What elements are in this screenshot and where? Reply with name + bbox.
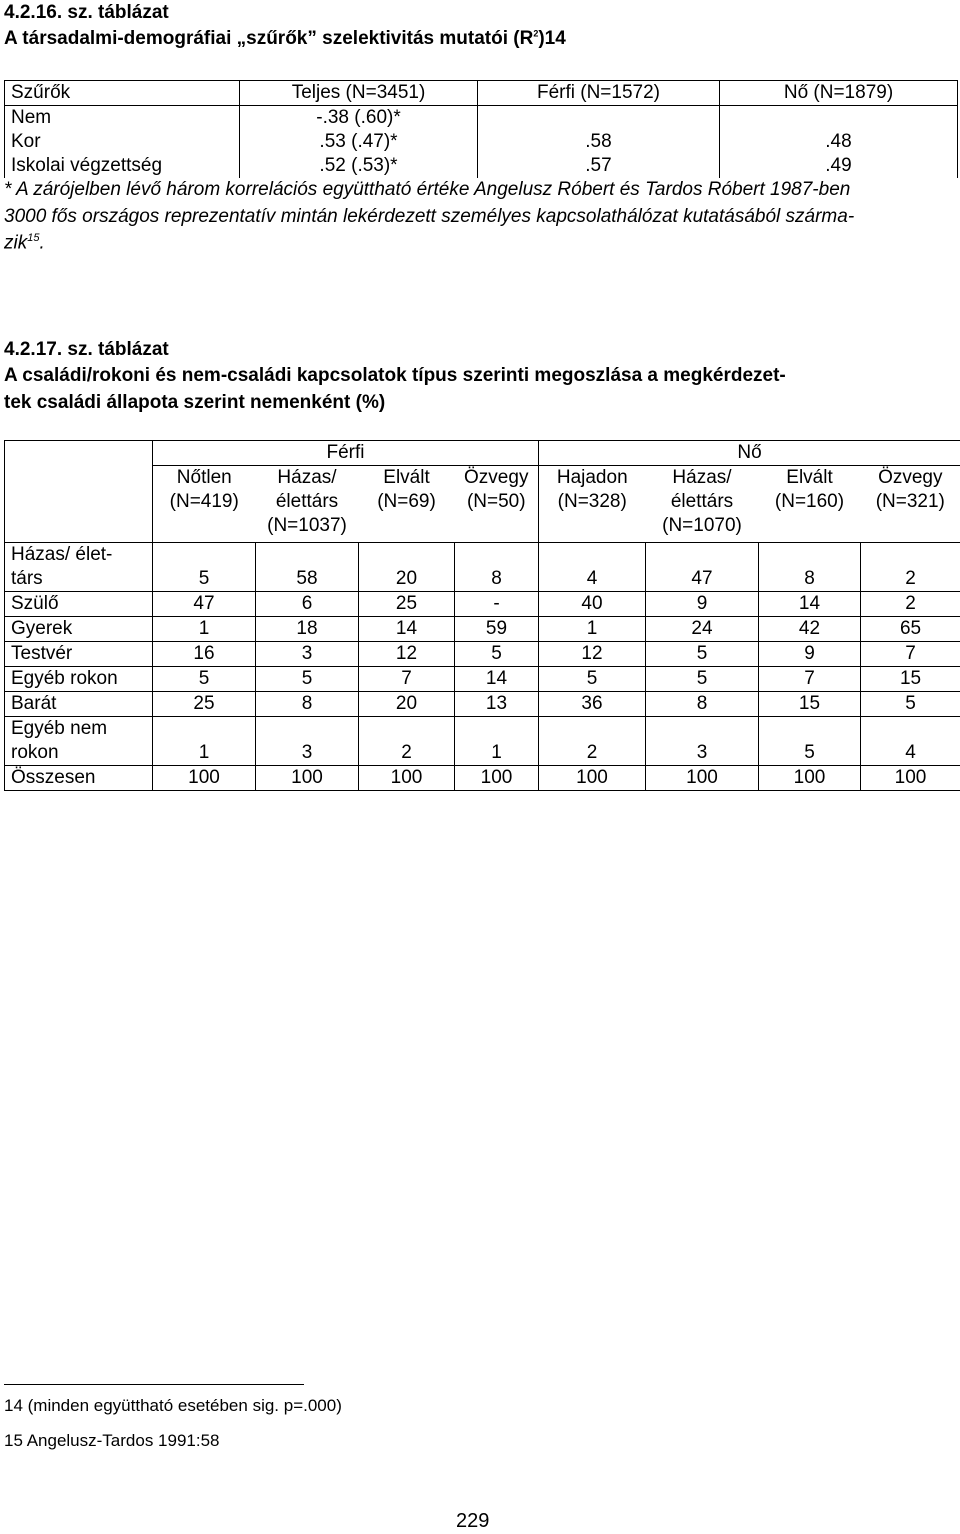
table2-cell: 2: [359, 716, 455, 765]
table2-row: [5, 616, 960, 641]
table2-cell: 1: [153, 616, 256, 641]
table2-cell: 1: [455, 716, 539, 765]
table2-cell: 20: [359, 542, 455, 591]
table2-col-header: Elvált (N=69): [359, 466, 455, 543]
table1-cell: .53 (.47)*: [240, 130, 478, 154]
table2-row-label: Egyéb nem rokon: [5, 716, 153, 765]
table1-cell: .52 (.53)*: [240, 154, 478, 178]
table1-row: [5, 106, 958, 131]
table1-cell: [720, 106, 958, 131]
table2-row: [5, 641, 960, 666]
table2-cell: 5: [153, 666, 256, 691]
table2-cell: 9: [759, 641, 861, 666]
table1-cell: .48: [720, 130, 958, 154]
table1-note-line3-text: zik: [4, 232, 28, 254]
table2-cell: 100: [539, 765, 646, 790]
table2-col-header: Hajadon (N=328): [539, 466, 646, 543]
table2-cell: 5: [861, 691, 960, 716]
table2-cell: 13: [455, 691, 539, 716]
table2-cell: 3: [646, 716, 759, 765]
table2-row-label: Összesen: [5, 765, 153, 790]
table1-header-cell: Nő (N=1879): [720, 81, 958, 106]
table2-group-row: [5, 441, 960, 466]
table2-title-line2: tek családi állapota szerint nemenként (%): [4, 392, 386, 413]
table2-cell: 25: [153, 691, 256, 716]
table2-cell: 15: [759, 691, 861, 716]
table2-cell: 5: [646, 666, 759, 691]
table2-cell: 100: [256, 765, 359, 790]
table1-header-cell: Szűrők: [5, 81, 240, 106]
table1-cell: Nem: [5, 106, 240, 131]
table2-cell: 7: [861, 641, 960, 666]
table2-col-header: Nőtlen (N=419): [153, 466, 256, 543]
table2-cell: 1: [153, 716, 256, 765]
table2-cell: 100: [759, 765, 861, 790]
footnote-15: 15 Angelusz-Tardos 1991:58: [4, 1431, 220, 1450]
table1-title-prefix: A társadalmi-demográfiai „szűrők” szelektivitás mutatói (R: [4, 28, 534, 49]
table2-cell: 5: [455, 641, 539, 666]
table2: [4, 440, 960, 791]
table1-header-cell: Férfi (N=1572): [478, 81, 720, 106]
table2-row: [5, 716, 960, 765]
table1-cell: .57: [478, 154, 720, 178]
table2-cell: 40: [539, 591, 646, 616]
table2-cell: 12: [539, 641, 646, 666]
table2-row: [5, 765, 960, 790]
table2-cell: 3: [256, 641, 359, 666]
table2-cell: 5: [759, 716, 861, 765]
table2-row-label: Barát: [5, 691, 153, 716]
table2-cell: 6: [256, 591, 359, 616]
table2-title-line1: A családi/rokoni és nem-családi kapcsolatok típus szerinti megoszlása a megkérdezet-: [4, 365, 786, 386]
table2-cell: 25: [359, 591, 455, 616]
table2-cell: 15: [861, 666, 960, 691]
table2-cell: 100: [646, 765, 759, 790]
table2-cell: 8: [759, 542, 861, 591]
table1-cell: .58: [478, 130, 720, 154]
table1-note-line3: [4, 232, 45, 254]
table2-cell: 47: [646, 542, 759, 591]
table2-cell: 24: [646, 616, 759, 641]
table2-corner-cell: [5, 441, 153, 466]
table2-cell: 7: [759, 666, 861, 691]
table2-cell: 2: [861, 591, 960, 616]
table2-cell: 5: [153, 542, 256, 591]
table2-cell: 8: [646, 691, 759, 716]
footnote-separator: [4, 1384, 304, 1385]
table2-cell: 4: [861, 716, 960, 765]
table2-cell: 100: [861, 765, 960, 790]
table2-cell: 59: [455, 616, 539, 641]
table2-cell: -: [455, 591, 539, 616]
table2-cell: 8: [256, 691, 359, 716]
table2-row: [5, 691, 960, 716]
page-number: 229: [456, 1510, 490, 1532]
table2-row-label: Testvér: [5, 641, 153, 666]
table2-number: 4.2.17. sz. táblázat: [4, 339, 169, 360]
table2-cell: 5: [539, 666, 646, 691]
table1: [4, 80, 958, 178]
table1-title-sup: 2: [533, 28, 539, 39]
table2-cell: 42: [759, 616, 861, 641]
table1-note-sup: 15: [27, 232, 40, 244]
table2-cell: 58: [256, 542, 359, 591]
table1-row: [5, 154, 958, 178]
table1-cell: -.38 (.60)*: [240, 106, 478, 131]
table2-cell: 5: [646, 641, 759, 666]
table1-note-line1: * A zárójelben lévő három korrelációs együttható értéke Angelusz Róbert és Tardos Róbert 1987-ben: [4, 179, 851, 200]
table2-row: [5, 542, 960, 591]
table2-cell: 14: [759, 591, 861, 616]
table2-cell: 12: [359, 641, 455, 666]
table2-row: [5, 591, 960, 616]
table2-cell: 36: [539, 691, 646, 716]
table2-row: [5, 666, 960, 691]
table2-cell: 14: [359, 616, 455, 641]
table2-cell: 16: [153, 641, 256, 666]
table2-cell: 65: [861, 616, 960, 641]
table1-header-row: [5, 81, 958, 106]
table2-cell: 20: [359, 691, 455, 716]
table2-row-label: Házas/ élet- társ: [5, 542, 153, 591]
table2-group-no: Nő: [539, 441, 960, 466]
table1-cell: Kor: [5, 130, 240, 154]
table2-col-header: Özvegy (N=321): [861, 466, 960, 543]
table2-row-label: Gyerek: [5, 616, 153, 641]
table2-cell: 8: [455, 542, 539, 591]
table2-cell: 3: [256, 716, 359, 765]
table2-cell: 7: [359, 666, 455, 691]
table2-cell: 2: [861, 542, 960, 591]
table2-col-header: Házas/ élettárs (N=1037): [256, 466, 359, 543]
table1-title-suffix: )14: [538, 28, 566, 49]
table1-row: [5, 130, 958, 154]
table1-note-line3-end: .: [39, 232, 45, 254]
table2-cell: 14: [455, 666, 539, 691]
table2-cell: 18: [256, 616, 359, 641]
table2-cell: 2: [539, 716, 646, 765]
table2-row-label: Egyéb rokon: [5, 666, 153, 691]
table1-cell: Iskolai végzettség: [5, 154, 240, 178]
table2-col-header: Elvált (N=160): [759, 466, 861, 543]
table2-cell: 100: [455, 765, 539, 790]
table2-cell: 100: [153, 765, 256, 790]
table2-row-label: Szülő: [5, 591, 153, 616]
table2-corner-cell-lower: [5, 466, 153, 543]
table2-cell: 4: [539, 542, 646, 591]
table2-header-row: [5, 466, 960, 543]
table2-cell: 100: [359, 765, 455, 790]
table2-cell: 47: [153, 591, 256, 616]
table1-title: [4, 28, 566, 50]
table2-cell: 9: [646, 591, 759, 616]
table1-cell: [478, 106, 720, 131]
table2-cell: 1: [539, 616, 646, 641]
table1-cell: .49: [720, 154, 958, 178]
footnote-14: 14 (minden együttható esetében sig. p=.000): [4, 1396, 342, 1415]
table2-group-ferfi: Férfi: [153, 441, 539, 466]
table2-col-header: Házas/ élettárs (N=1070): [646, 466, 759, 543]
table2-cell: 5: [256, 666, 359, 691]
table1-note-line2: 3000 fős országos reprezentatív mintán lekérdezett személyes kapcsolathálózat kutatásából szárma-: [4, 206, 855, 227]
table1-number: 4.2.16. sz. táblázat: [4, 2, 169, 23]
table1-header-cell: Teljes (N=3451): [240, 81, 478, 106]
table2-col-header: Özvegy (N=50): [455, 466, 539, 543]
